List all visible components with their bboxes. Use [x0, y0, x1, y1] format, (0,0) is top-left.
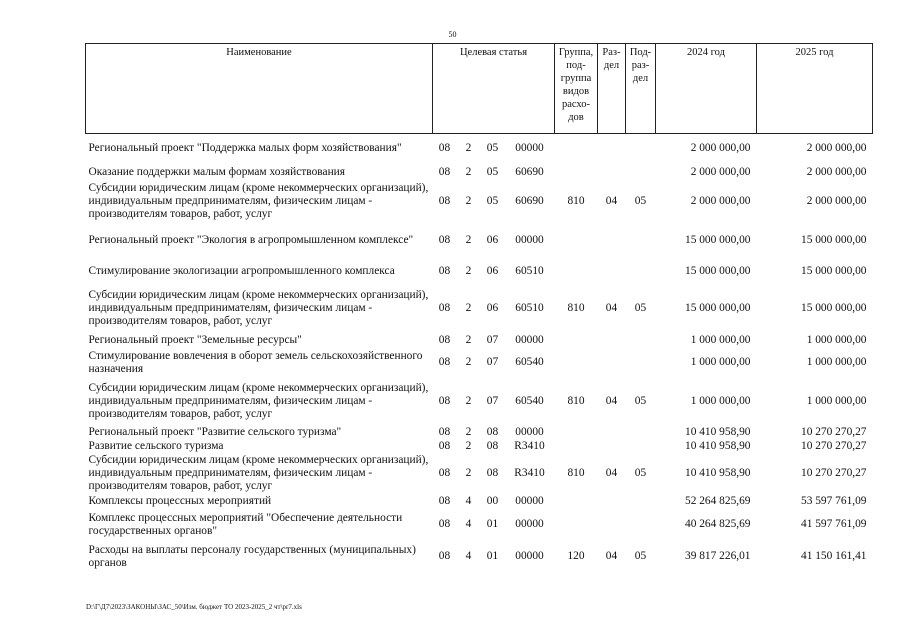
row-amount-2025: 10 270 270,27: [801, 426, 867, 438]
row-section: [598, 164, 626, 181]
row-amount-2024: 52 264 825,69: [685, 494, 751, 507]
row-subsection: 05: [634, 395, 647, 407]
row-section: [598, 348, 626, 378]
row-code-direction: 07: [486, 395, 499, 407]
row-code-subprogram: 4: [465, 518, 472, 530]
row-group: [555, 493, 598, 510]
row-code-subprogram: 2: [465, 426, 472, 438]
row-code-direction: 06: [486, 265, 499, 277]
row-subsection: 05: [634, 195, 647, 207]
budget-table: [85, 43, 873, 574]
row-amount-2025: 41 150 161,41: [801, 550, 867, 562]
row-name: Региональный проект "Земельные ресурсы": [88, 333, 302, 346]
row-code-program: 08: [438, 234, 451, 246]
row-code-subprogram: 2: [465, 142, 472, 155]
table-row: [86, 333, 873, 348]
row-group: [555, 223, 598, 259]
row-code-expense: R3410: [514, 440, 545, 452]
row-code-subprogram: 2: [465, 466, 472, 479]
row-code-subprogram: 2: [465, 440, 472, 452]
row-amount-2025: 15 000 000,00: [801, 302, 867, 314]
row-subsection: 05: [634, 302, 647, 314]
row-section: [598, 510, 626, 540]
row-subsection: 05: [634, 466, 647, 479]
row-subsection: [626, 348, 656, 378]
row-amount-2024: 2 000 000,00: [690, 165, 751, 178]
table-row: [86, 510, 873, 540]
row-name: Комплексы процессных мероприятий: [88, 494, 272, 507]
row-amount-2024: 1 000 000,00: [690, 356, 751, 368]
row-name: Развитие сельского туризма: [88, 440, 224, 452]
row-subsection: [626, 440, 656, 454]
row-amount-2024: 1 000 000,00: [690, 333, 751, 346]
row-amount-2024: 39 817 226,01: [685, 550, 751, 562]
row-section: [598, 493, 626, 510]
header-target-article: Целевая статья: [433, 44, 555, 134]
row-amount-2025: 10 270 270,27: [801, 440, 867, 452]
row-code-program: 08: [438, 440, 451, 452]
row-code-program: 08: [438, 142, 451, 155]
table-row: [86, 454, 873, 493]
row-name: Стимулирование экологизации агропромышленного комплекса: [88, 265, 395, 277]
table-header-row: [86, 44, 873, 134]
row-code-subprogram: 2: [465, 234, 472, 246]
row-group: [555, 440, 598, 454]
table-row: [86, 223, 873, 259]
row-name: Расходы на выплаты персоналу государственных (муниципальных) органов: [88, 543, 416, 569]
row-code-direction: 05: [486, 142, 499, 155]
table-row: [86, 348, 873, 378]
table-row: [86, 285, 873, 333]
row-name: Региональный проект "Экология в агропромышленном комплексе": [88, 234, 414, 246]
row-code-subprogram: 2: [465, 165, 472, 178]
row-code-direction: 08: [486, 426, 499, 438]
row-code-expense: 00000: [515, 333, 544, 346]
table-row: [86, 440, 873, 454]
row-amount-2025: 2 000 000,00: [806, 165, 867, 178]
row-code-expense: 60510: [515, 302, 544, 314]
row-code-expense: 60540: [515, 356, 544, 368]
row-code-program: 08: [438, 466, 451, 479]
row-code-expense: 60690: [515, 165, 544, 178]
row-code-subprogram: 2: [465, 265, 472, 277]
row-name: Субсидии юридическим лицам (кроме некоммерческих организаций), индивидуальным предпринимателям, физическим лицам - производителям товаров, работ, услуг: [88, 382, 429, 420]
row-code-program: 08: [438, 518, 451, 530]
row-amount-2024: 15 000 000,00: [685, 302, 751, 314]
row-amount-2025: 1 000 000,00: [806, 395, 867, 407]
row-section: [598, 259, 626, 285]
header-name: Наименование: [86, 44, 433, 134]
row-group: 810: [567, 195, 585, 207]
row-code-direction: 01: [486, 550, 499, 562]
row-group: [555, 134, 598, 164]
row-code-direction: 08: [486, 466, 499, 479]
row-code-subprogram: 2: [465, 195, 472, 207]
row-section: [598, 440, 626, 454]
table-row: [86, 378, 873, 426]
row-amount-2025: 2 000 000,00: [806, 142, 867, 155]
row-amount-2024: 15 000 000,00: [685, 234, 751, 246]
row-amount-2024: 10 410 958,90: [685, 440, 751, 452]
row-group: [555, 333, 598, 348]
row-amount-2025: 10 270 270,27: [801, 466, 867, 479]
row-code-direction: 00: [486, 494, 499, 507]
row-code-direction: 05: [486, 195, 499, 207]
row-section: [598, 333, 626, 348]
row-code-subprogram: 4: [465, 550, 472, 562]
row-name: Региональный проект "Развитие сельского туризма": [88, 426, 342, 438]
table-row: [86, 164, 873, 181]
row-amount-2024: 10 410 958,90: [685, 466, 751, 479]
row-code-expense: 60510: [515, 265, 544, 277]
row-code-program: 08: [438, 395, 451, 407]
row-code-direction: 01: [486, 518, 499, 530]
row-name: Оказание поддержки малым формам хозяйствования: [88, 165, 345, 178]
row-code-program: 08: [438, 165, 451, 178]
row-name: Стимулирование вовлечения в оборот земель сельскохозяйственного назначения: [88, 349, 423, 375]
row-amount-2025: 2 000 000,00: [806, 195, 867, 207]
row-name: Комплекс процессных мероприятий "Обеспечение деятельности государственных органов": [88, 511, 403, 537]
row-code-direction: 07: [486, 356, 499, 368]
row-section: 04: [605, 195, 618, 207]
row-code-expense: 00000: [515, 426, 544, 438]
row-code-program: 08: [438, 550, 451, 562]
row-name: Субсидии юридическим лицам (кроме некоммерческих организаций), индивидуальным предпринимателям, физическим лицам - производителям товаров, работ, услуг: [88, 289, 429, 327]
row-group: 810: [567, 395, 585, 407]
row-code-subprogram: 2: [465, 302, 472, 314]
row-code-expense: 00000: [515, 494, 544, 507]
row-subsection: 05: [634, 550, 647, 562]
header-2024: 2024 год: [656, 44, 757, 134]
table-row: [86, 426, 873, 440]
row-section: [598, 426, 626, 440]
file-path-footer: D:\Г\Д7\2023\ЗАКОНЫ\ЗАС_50\Изм. бюджет ТО 2023-2025_2 чт\pr7.xls: [86, 603, 302, 611]
row-name: Субсидии юридическим лицам (кроме некоммерческих организаций), индивидуальным предпринимателям, физическим лицам - производителям товаров, работ, услуг: [88, 182, 429, 220]
row-code-program: 08: [438, 265, 451, 277]
row-subsection: [626, 223, 656, 259]
row-subsection: [626, 426, 656, 440]
row-subsection: [626, 333, 656, 348]
row-code-subprogram: 4: [465, 494, 472, 507]
row-group: [555, 164, 598, 181]
table-row: [86, 540, 873, 574]
row-section: [598, 134, 626, 164]
row-code-program: 08: [438, 426, 451, 438]
row-group: [555, 348, 598, 378]
row-section: 04: [605, 550, 618, 562]
row-name: Региональный проект "Поддержка малых форм хозяйствования": [88, 142, 402, 155]
page-number: 50: [448, 30, 457, 39]
row-section: 04: [605, 395, 618, 407]
row-code-program: 08: [438, 195, 451, 207]
row-amount-2025: 53 597 761,09: [801, 494, 867, 507]
row-subsection: [626, 493, 656, 510]
row-group: 810: [567, 302, 585, 314]
row-amount-2025: 41 597 761,09: [801, 518, 867, 530]
row-amount-2025: 15 000 000,00: [801, 265, 867, 277]
table-row: [86, 259, 873, 285]
row-code-direction: 06: [486, 234, 499, 246]
row-name: Субсидии юридическим лицам (кроме некоммерческих организаций), индивидуальным предпринимателям, физическим лицам - производителям товаров, работ, услуг: [88, 453, 429, 492]
row-code-expense: 00000: [515, 518, 544, 530]
row-code-subprogram: 2: [465, 356, 472, 368]
row-code-direction: 07: [486, 333, 499, 346]
row-amount-2024: 40 264 825,69: [685, 518, 751, 530]
row-amount-2024: 10 410 958,90: [685, 426, 751, 438]
row-group: [555, 510, 598, 540]
header-section: Раз- дел: [598, 44, 626, 134]
header-2025: 2025 год: [757, 44, 873, 134]
row-amount-2024: 15 000 000,00: [685, 265, 751, 277]
row-code-expense: 00000: [515, 234, 544, 246]
table-row: [86, 493, 873, 510]
row-code-direction: 08: [486, 440, 499, 452]
row-code-direction: 06: [486, 302, 499, 314]
row-code-expense: 00000: [515, 142, 544, 155]
row-group: 120: [567, 550, 585, 562]
header-group: Группа, под- группа видов расхо- дов: [555, 44, 598, 134]
row-amount-2024: 2 000 000,00: [690, 195, 751, 207]
row-code-program: 08: [438, 494, 451, 507]
row-subsection: [626, 134, 656, 164]
row-section: 04: [605, 466, 618, 479]
row-code-expense: R3410: [514, 466, 545, 479]
header-subsection: Под- раз- дел: [626, 44, 656, 134]
row-amount-2025: 15 000 000,00: [801, 234, 867, 246]
row-code-subprogram: 2: [465, 333, 472, 346]
row-amount-2024: 2 000 000,00: [690, 142, 751, 155]
table-row: [86, 181, 873, 223]
row-code-program: 08: [438, 333, 451, 346]
row-code-expense: 60540: [515, 395, 544, 407]
row-amount-2025: 1 000 000,00: [806, 356, 867, 368]
row-section: 04: [605, 302, 618, 314]
row-group: [555, 426, 598, 440]
row-code-program: 08: [438, 356, 451, 368]
row-code-subprogram: 2: [465, 395, 472, 407]
row-code-direction: 05: [486, 165, 499, 178]
row-amount-2025: 1 000 000,00: [806, 333, 867, 346]
row-code-expense: 60690: [515, 195, 544, 207]
row-subsection: [626, 164, 656, 181]
table-row: [86, 134, 873, 164]
row-group: 810: [567, 466, 585, 479]
row-section: [598, 223, 626, 259]
row-subsection: [626, 259, 656, 285]
row-subsection: [626, 510, 656, 540]
row-group: [555, 259, 598, 285]
row-amount-2024: 1 000 000,00: [690, 395, 751, 407]
row-code-expense: 00000: [515, 550, 544, 562]
row-code-program: 08: [438, 302, 451, 314]
